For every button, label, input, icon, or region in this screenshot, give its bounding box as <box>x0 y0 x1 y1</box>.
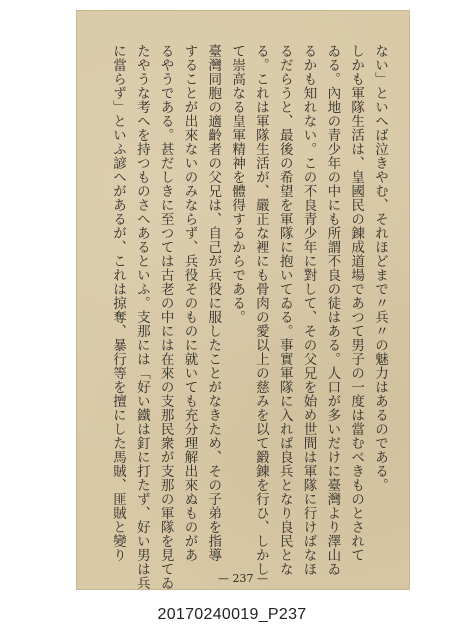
page-number: — 237 — <box>218 572 268 585</box>
text-column: るやうである。甚だしきに至つては古老の中には在來の支那民衆が支那の軍隊を見てゐ <box>157 44 174 590</box>
text-column: に當らず」といふ諺へがあるが、これは掠奪、暴行等を擅にした馬賊、匪賊と變り <box>110 44 126 562</box>
text-column: て崇高なる皇軍精神を體得するからである。 <box>229 44 246 324</box>
text-column: ゐる。內地の青少年の中にも所謂不良の徒はある。人口が多いだけに臺灣より澤山ゐ <box>324 44 341 576</box>
text-column: しかも軍隊生活は、皇國民の錬成道場であつて男子の一度は當むべきものとされて <box>348 44 365 562</box>
text-column: たやうな考へを持つものさへあるといふ。支那には「好い鐵は釘に打たず、好い男は兵 <box>133 44 150 590</box>
text-column: るだらうと、最後の希望を軍隊に抱いてゐる。事實軍隊に入れば良兵となり良民とな <box>276 44 293 576</box>
image-caption: 20170240019_P237 <box>157 606 307 623</box>
text-column: することが出來ないのみならず、兵役そのものに就いても充分理解出來ぬものがあ <box>181 44 198 562</box>
text-column: る。これは軍隊生活が、嚴正な裡にも骨肉の愛以上の慈みを以て鍛錬を行ひ、しかし <box>252 44 269 576</box>
text-column: るかも知れない。この不良青少年に對して、その父兄を始め世間は軍隊に行けばなほ <box>300 44 317 576</box>
text-column: 臺灣同胞の適齡者の父兄は、自己が兵役に服したことがなきため、その子弟を指導 <box>205 44 222 562</box>
text-column: ない」といへば泣きやむ、それほどまで〃兵〃の魅力はあるのである。 <box>371 44 388 492</box>
